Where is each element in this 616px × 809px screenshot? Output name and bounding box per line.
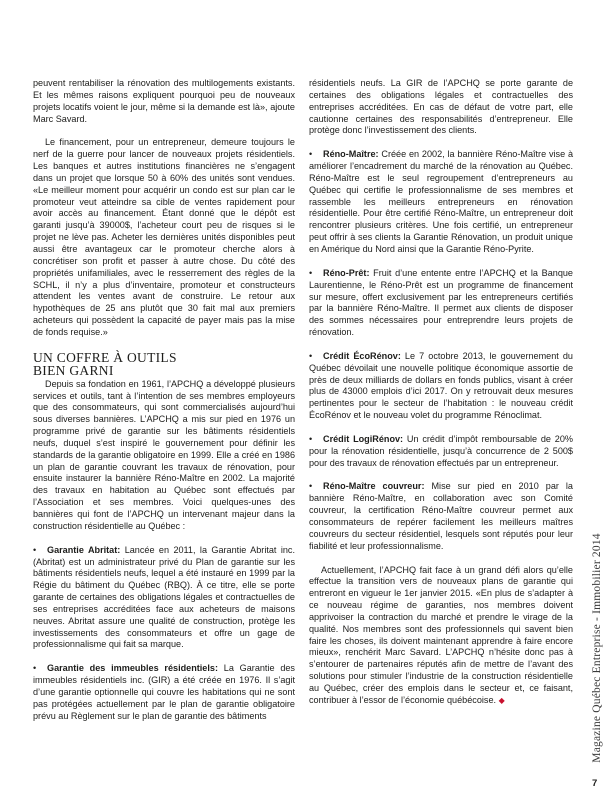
bullet-item [33, 545, 295, 652]
closing-paragraph [309, 565, 573, 707]
paragraph: résidentiels neufs. La GIR de l’APCHQ se porte garante de certaines des obligations légales et contractuelles des entreprises accréditées. En cas de défaut de votre part, elle cautionne certaines des responsabilités d’entrepreneur. Elle protège donc l’investissement des clients. [309, 78, 573, 136]
paragraph: Depuis sa fondation en 1961, l’APCHQ a développé plusieurs services et outils, tant à l’intention de ses membres employeurs que des consommateurs, qui sont commercialisés aujourd’hui sous diverses bannières. L’APCHQ a mis sur pied en 1976 un programme privé de garantie sur les bâtiments résidentiels neufs, duquel s’est inspiré le gouvernement pour définir les standards de la garantie obligatoire en 1999. Elle a créé en 1986 un plan de garantie couvrant les travaux de rénovation, pour ensuite instaurer la bannière Réno-Maître en 2002. La majorité des travaux en habitation au Québec sont effectués par l’Association et ses membres. Voici quelques-unes des bannières qui font de l’APCHQ un intervenant majeur dans la construction résidentielle au Québec : [33, 378, 295, 531]
bullet-icon: • [33, 544, 37, 555]
bullet-icon: • [309, 267, 313, 278]
bullet-item [33, 663, 295, 722]
bullet-title: Réno-Maître couvreur: [323, 481, 425, 492]
section-heading-line1: UN COFFRE À OUTILS [33, 349, 177, 365]
bullet-text: Un crédit d’impôt remboursable de 20% pour la rénovation résidentielle, jusqu’à concurrence de 2 500$ pour des travaux de rénovation effectués par un entrepreneur. [309, 433, 573, 468]
bullet-text: Créée en 2002, la bannière Réno-Maître vise à améliorer l’encadrement du marché de la rénovation au Québec. Réno-Maître est le seul regroupement d’entrepreneurs au Québec qui certifie le professionnalisme de ses membres et rassemble les meilleurs entrepreneurs en rénovation résidentielle. Pour être certifié Réno-Maître, un entrepreneur doit rencontrer plusieurs critères. Une fois certifié, un entrepreneur peut offrir à ses clients la Garantie Rénovation, un produit unique en Amérique du Nord ainsi que la Garantie Réno-Pyrite. [309, 149, 573, 254]
closing-text: Actuellement, l’APCHQ fait face à un grand défi alors qu’elle effectue la transition vers de nouveaux plans de garantie qui entreront en vigueur le 1er janvier 2015. «En plus de s’adapter à ce nouveau régime de garanties, nos membres doivent apprivoiser la contraction du marché et prendre le virage de la qualité. Nos membres sont des professionnels qui savent bien faire les choses, ils doivent maintenant apprendre à faire encore mieux», renchérit Marc Savard. L’APCHQ n’hésite donc pas à s’entourer de partenaires réputés afin de mettre de l’avant des solutions pour stimuler l’industrie de la construction résidentielle au Québec, créer des emplois dans le secteur et, ce faisant, contribuer à l’essor de l’économie québécoise. [309, 564, 573, 705]
bullet-item [309, 481, 573, 552]
bullet-text: Fruit d’une entente entre l’APCHQ et la Banque Laurentienne, le Réno-Prêt est un programme de financement sur mesure, offert exclusivement par les entrepreneurs certifiés par la bannière Réno-Maître. Il permet aux clients de disposer des sommes nécessaires pour entreprendre leurs projets de rénovation. [309, 267, 573, 338]
paragraph: Le financement, pour un entrepreneur, demeure toujours le nerf de la guerre pour lancer de nouveaux projets résidentiels. Les banques et autres institutions financières ne s’engagent dans un projet que lorsque 50 à 60% des unités sont vendues. «Le meilleur moment pour acquérir un condo est sur plan car le promoteur veut atteindre sa cible de ventes rapidement pour avoir accès au financement. Étant donné que le dépôt est garanti jusqu’à 39000$, l’acheteur court peu de risques si le projet ne lève pas. Acheter les dernières unités disponibles peut aussi être avantageux car le promoteur cherche alors à concrétiser son profit et passer à autre chose. Du côté des propriétés unifamiliales, avec le resserrement des règles de la SCHL, il n’y a plus d’inventaire, promoteur et constructeurs attendent les ventes avant de construire. Le retour aux hypothèques de 25 ans plutôt que 30 fait mal aux premiers acheteurs qui possèdent la capacité de payer mais pas la mise de fonds requise.» [33, 137, 295, 337]
bullet-title: Crédit ÉcoRénov: [323, 350, 401, 361]
bullet-item [309, 149, 573, 256]
section-heading [33, 351, 295, 377]
bullet-title: Réno-Maître: [323, 149, 379, 160]
end-mark-icon: ◆ [498, 695, 505, 705]
magazine-title: Magazine Québec Entreprise - Immobilier 2014 [591, 533, 603, 763]
bullet-icon: • [33, 663, 37, 674]
bullet-text: La Garantie des immeubles résidentiels inc. (GIR) a été créée en 1976. Il s’agit d’une garantie optionnelle qui couvre les habitations qui ne sont pas protégées actuellement par le plan de garantie obligatoire prévu au Règlement sur le plan de garantie des bâtiments [33, 663, 295, 721]
bullet-icon: • [309, 433, 313, 444]
paragraph: peuvent rentabiliser la rénovation des multilogements existants. Et les mêmes raisons expliquent pourquoi peu de nouveaux projets locatifs voient le jour, même si la demande est là», ajoute Marc Savard. [33, 78, 295, 124]
bullet-title: Garantie Abritat: [47, 544, 121, 555]
bullet-text: Mise sur pied en 2010 par la bannière Réno-Maître, en collaboration avec son Comité couvreur, la certification Réno-Maître couvreur permet aux consommateurs de repérer facilement les meilleurs maîtres couvreurs du secteur résidentiel, lesquels sont réputés pour leur fiabilité et leur professionnalisme. [309, 481, 573, 551]
right-column [309, 78, 573, 707]
magazine-sidebar [587, 498, 607, 798]
section-heading-line2: BIEN GARNI [33, 362, 114, 378]
bullet-title: Crédit LogiRénov: [323, 433, 404, 444]
bullet-icon: • [309, 350, 313, 361]
bullet-text: Lancée en 2011, la Garantie Abritat inc. (Abritat) est un administrateur privé du Plan de garantie sur les bâtiments résidentiels neufs, lequel a été instauré en 1999 par la Régie du bâtiment du Québec (RBQ). À ce titre, elle se porte garante de certaines des obligations légales et contractuelles de ses entreprises accréditées face aux acheteurs de maisons neuves. Abritat assure une qualité de construction, protège les investissements des consommateurs et offre un gage de professionnalisme qui fait sa marque. [33, 544, 295, 650]
bullet-item [309, 351, 573, 422]
left-column [33, 78, 295, 723]
bullet-text: Le 7 octobre 2013, le gouvernement du Québec dévoilait une nouvelle politique économique assortie de près de deux milliards de dollars en fonds publics, visant à créer plus de 43000 emplois d’ici 2017. On y retrouvait deux mesures pertinentes pour le secteur de l’habitation : le nouveau crédit ÉcoRénov et le nouveau volet du programme Rénoclimat. [309, 350, 573, 421]
bullet-item [309, 434, 573, 470]
bullet-icon: • [309, 149, 313, 160]
bullet-title: Réno-Prêt: [323, 267, 370, 278]
bullet-title: Garantie des immeubles résidentiels: [47, 663, 218, 674]
bullet-item [309, 268, 573, 339]
page-number: 7 [592, 778, 598, 789]
bullet-icon: • [309, 481, 313, 492]
